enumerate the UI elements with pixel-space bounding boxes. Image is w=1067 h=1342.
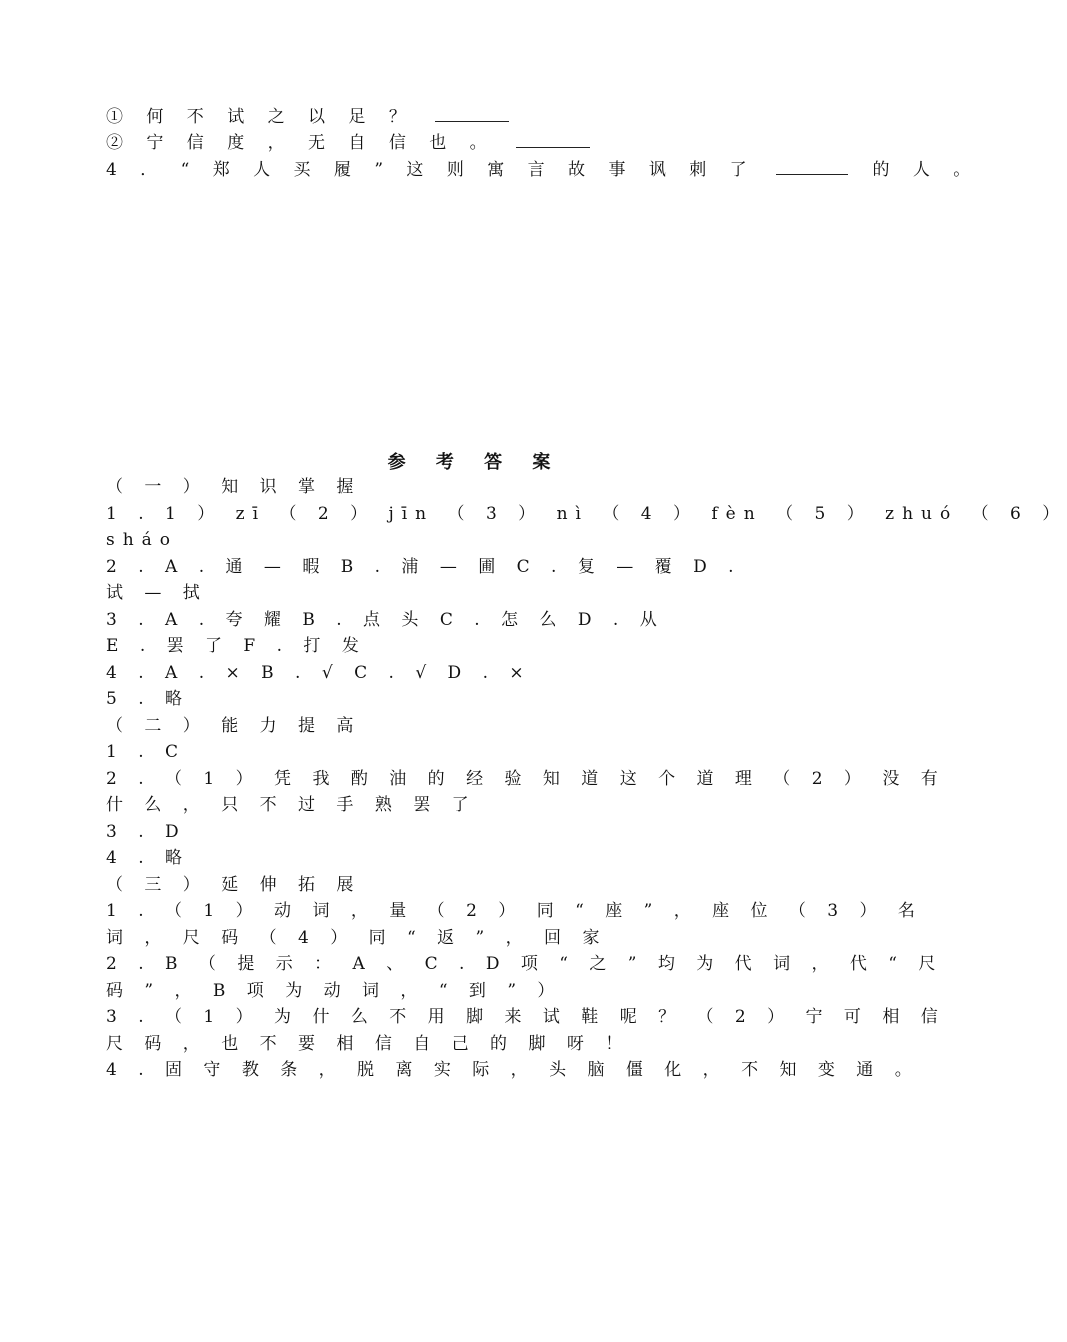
question-1	[106, 104, 836, 130]
answer-line: （ 一 ） 知 识 掌 握	[106, 477, 362, 497]
answer-line: （ 二 ） 能 力 提 高	[106, 715, 362, 736]
answer-line: 试 — 拭	[106, 583, 208, 603]
answer-list	[106, 474, 1067, 1084]
answer-line: 码 ” ， B 项 为 动 词 ， “ 到 ” ）	[106, 980, 563, 1001]
question-4	[106, 157, 980, 183]
answer-blank-1[interactable]	[435, 104, 509, 122]
answer-line: 2 . （ 1 ） 凭 我 酌 油 的 经 验 知 道 这 个 道 理 （ 2 ） 没 有	[106, 768, 946, 789]
answer-line: 3 . （ 1 ） 为 什 么 不 用 脚 来 试 鞋 呢 ？ （ 2 ） 宁 可 相 信	[106, 1007, 946, 1027]
answer-line: （ 三 ） 延 伸 拓 展	[106, 874, 362, 895]
answer-line: 1 . （ 1 ） 动 词 ， 量 （ 2 ） 同 “ 座 ” ， 座 位 （ 3 ） 名	[106, 901, 923, 921]
answer-line: 4 . 略	[106, 848, 191, 868]
answer-line: 3 . A . 夸 耀 B . 点 头 C . 怎 么 D . 从	[106, 609, 665, 630]
question-4-tail: 的 人 。	[872, 160, 980, 180]
answer-line: 什 么 ， 只 不 过 手 熟 罢 了	[106, 795, 477, 815]
question-4-text: 4 ． “ 郑 人 买 履 ” 这 则 寓 言 故 事 讽 刺 了	[106, 160, 756, 180]
answer-line: 2 . A . 通 — 暇 B . 浦 — 圃 C . 复 — 覆 D .	[106, 556, 742, 577]
question-2-text: ② 宁 信 度 ， 无 自 信 也 。	[106, 133, 496, 153]
answers-title: 参 考 答 案	[387, 452, 563, 473]
answer-line: 4 . 固 守 教 条 ， 脱 离 实 际 ， 头 脑 僵 化 ， 不 知 变 通 。	[106, 1060, 920, 1080]
answer-line: 尺 码 ， 也 不 要 相 信 自 己 的 脚 呀 ！	[106, 1033, 631, 1054]
answer-line: 词 ， 尺 码 （ 4 ） 同 “ 返 ” ， 回 家	[106, 927, 608, 948]
answer-line: 4 . A . × B . √ C . √ D . ×	[106, 662, 532, 683]
answer-line: 1 . C	[106, 742, 187, 762]
answer-line: 5 . 略	[106, 689, 191, 709]
answer-line: 2 . B （ 提 示 ： A 、 C . D 项 “ 之 ” 均 为 代 词 ， 代 “ 尺	[106, 954, 944, 974]
answer-line: 3 . D	[106, 821, 187, 842]
answer-line: 1 . 1 ） zī （ 2 ） jīn （ 3 ） nì （ 4 ） fèn （ 5 ） zhuó （ 6 ）	[106, 503, 1067, 524]
question-2	[106, 130, 836, 156]
answer-blank-4[interactable]	[776, 157, 848, 175]
answer-blank-2[interactable]	[516, 130, 590, 148]
answer-line: E . 罢 了 F . 打 发	[106, 636, 367, 656]
question-1-text: ① 何 不 试 之 以 足 ？	[106, 107, 415, 127]
answer-line: sháo	[106, 530, 179, 550]
